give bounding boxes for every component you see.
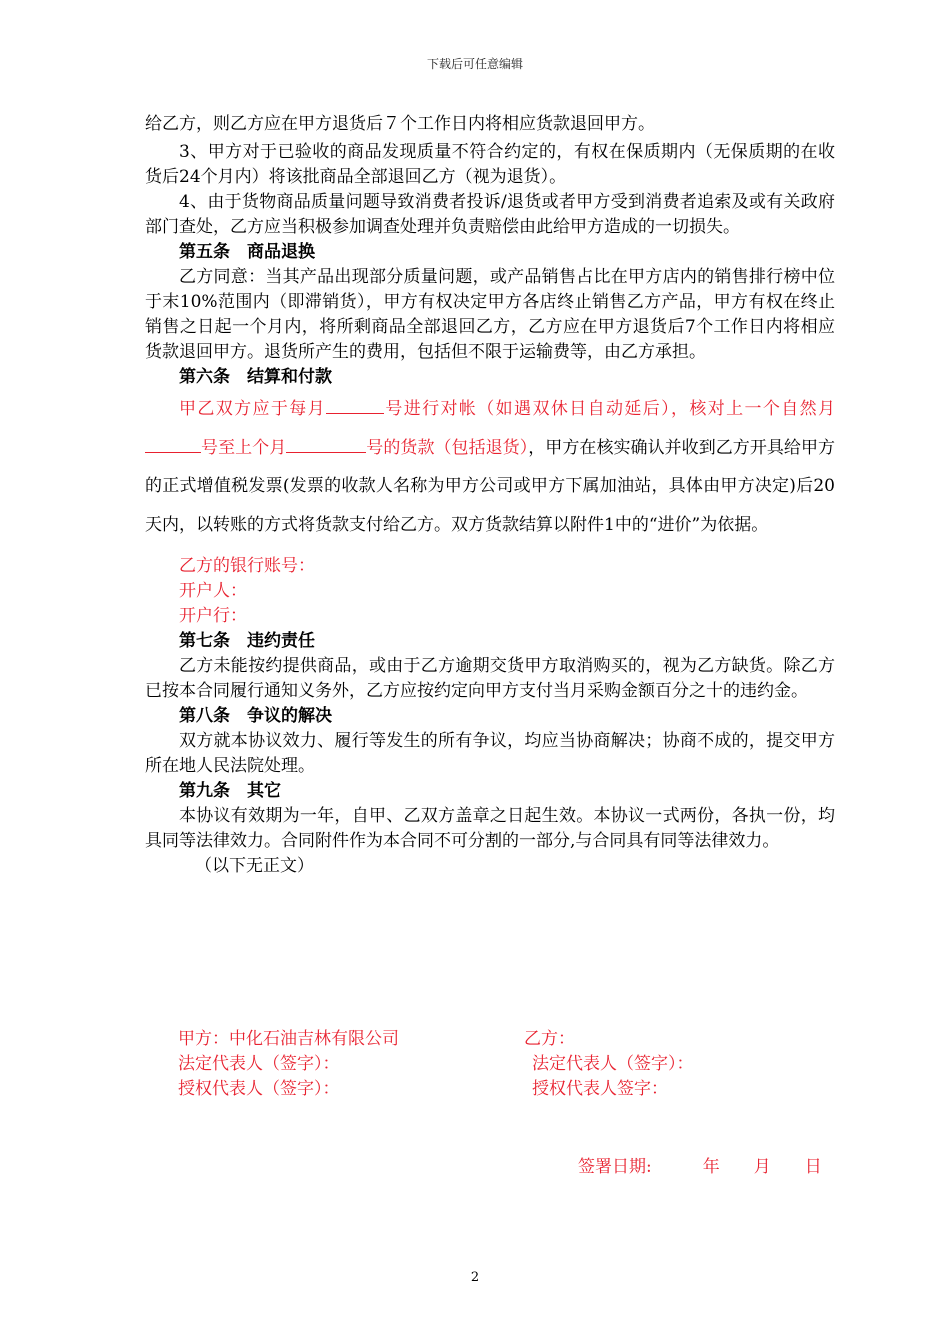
article-7-body: 乙方未能按约提供商品，或由于乙方逾期交货甲方取消购买的，视为乙方缺货。除乙方已按本合同履行通知义务外，乙方应按约定向甲方支付当月采购金额百分之十的违约金。 (145, 656, 835, 701)
party-b-name: 乙方： (524, 1029, 575, 1049)
bank-branch-label: 开户行： (179, 606, 247, 626)
article-8-heading: 第八条 争议的解决 (179, 706, 332, 726)
reconciliation-text-4: 号的货款（包括退货） (366, 437, 529, 458)
party-a-authorized-rep: 授权代表人（签字）： (178, 1079, 340, 1099)
reconciliation-text-1: 甲乙双方应于每月 (179, 399, 327, 419)
signing-date: 签署日期: 年 月 日 (578, 1157, 822, 1177)
bank-account-label: 乙方的银行账号： (179, 556, 315, 576)
end-of-text-note: （以下无正文） (195, 856, 314, 876)
article-9-heading: 第九条 其它 (179, 781, 281, 801)
reconciliation-text-2: 号进行对帐（如遇双休日自动延后），核对上一个自然月 (384, 399, 835, 419)
article-7-heading: 第七条 违约责任 (179, 631, 315, 651)
reconciliation-day-blank (326, 395, 384, 414)
party-a-legal-rep: 法定代表人（签字）： (178, 1054, 340, 1074)
contract-body (145, 112, 835, 879)
payment-terms-text: ，甲方在核实确认并收到乙方开具给甲方的正式增值税发票(发票的收款人名称为甲方公司或甲方下属加油站，具体由甲方决定)后20天内，以转账的方式将货款支付给乙方。双方货款结算以附件1中的“进价”为依据。 (145, 437, 836, 535)
party-a-name: 甲方：中化石油吉林有限公司 (178, 1029, 399, 1049)
reconciliation-text-3: 号至上个月 (201, 437, 287, 458)
clause-item-3: 3、甲方对于已验收的商品发现质量不符合约定的，有权在保质期内（无保质期的在收货后24个月内）将该批商品全部退回乙方（视为退货）。 (145, 142, 835, 187)
clause-item-4: 4、由于货物商品质量问题导致消费者投诉/退货或者甲方受到消费者追索及或有关政府部门查处，乙方应当积极参加调查处理并负责赔偿由此给甲方造成的一切损失。 (145, 192, 835, 237)
end-day-blank (286, 434, 366, 453)
article-5-heading: 第五条 商品退换 (179, 242, 315, 262)
page-header: 下载后可任意编辑 (426, 57, 523, 71)
article-6-heading: 第六条 结算和付款 (179, 367, 332, 387)
article-6-body (145, 390, 835, 544)
party-b-legal-rep: 法定代表人（签字）： (532, 1054, 694, 1074)
article-5-body: 乙方同意：当其产品出现部分质量问题，或产品销售占比在甲方店内的销售排行榜中位于末10%范围内（即滞销货），甲方有权决定甲方各店终止销售乙方产品，甲方有权在终止销售之日起一个月内，将所剩商品全部退回乙方，乙方应在甲方退货后7个工作日内将相应货款退回甲方。退货所产生的费用，包括但不限于运输费等，由乙方承担。 (145, 267, 835, 362)
party-b-authorized-rep: 授权代表人签字： (532, 1079, 668, 1099)
page-number: 2 (470, 1270, 480, 1285)
account-holder-label: 开户人： (179, 581, 247, 601)
article-9-body: 本协议有效期为一年，自甲、乙双方盖章之日起生效。本协议一式两份，各执一份，均具同等法律效力。合同附件作为本合同不可分割的一部分,与合同具有同等法律效力。 (145, 806, 835, 851)
signature-block (178, 1027, 798, 1102)
paragraph-continuation: 给乙方，则乙方应在甲方退货后７个工作日内将相应货款退回甲方。 (145, 114, 655, 134)
start-day-blank (145, 434, 201, 453)
article-8-body: 双方就本协议效力、履行等发生的所有争议，均应当协商解决；协商不成的，提交甲方所在地人民法院处理。 (145, 731, 835, 776)
